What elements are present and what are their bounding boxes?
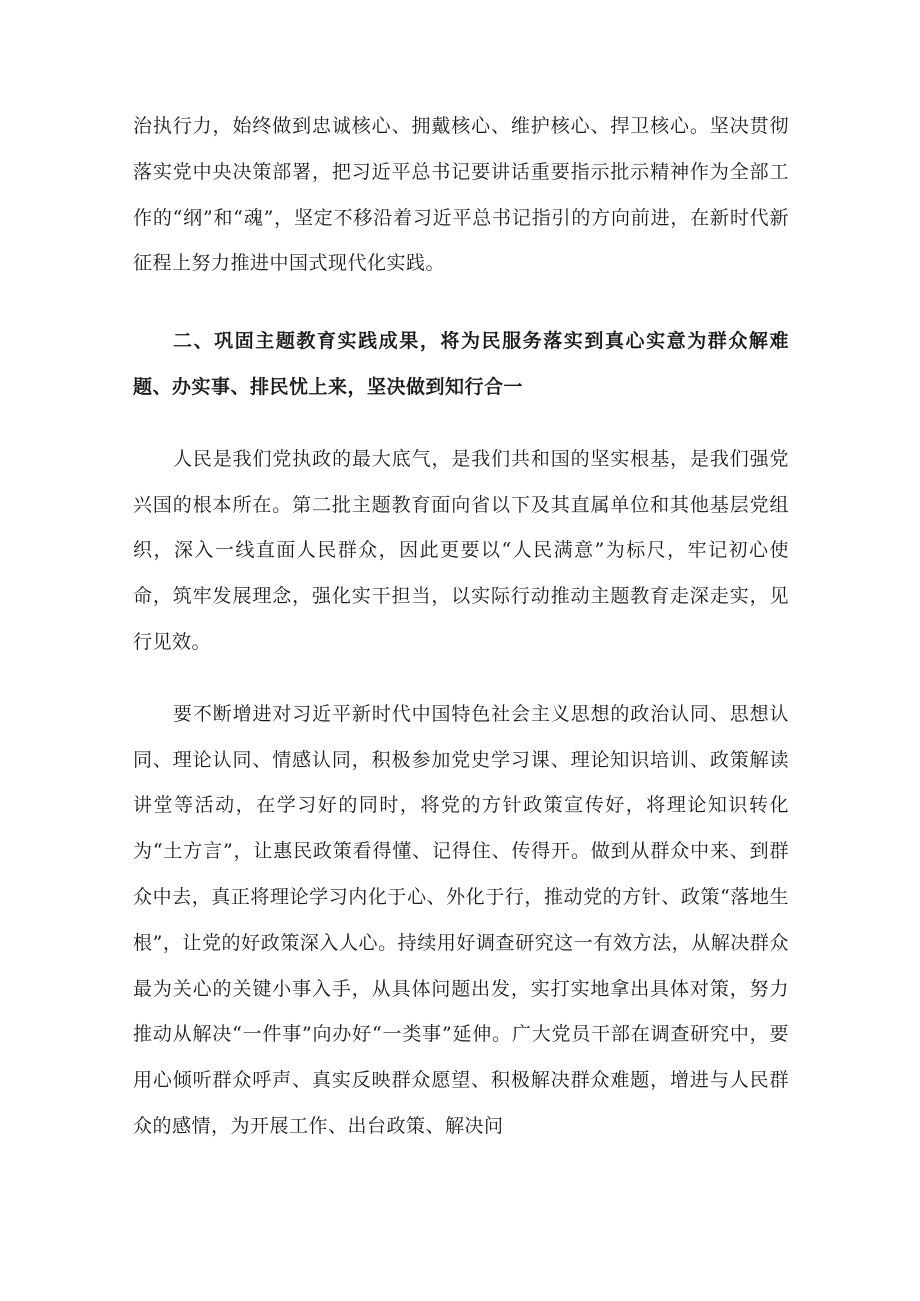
section-heading: 二、巩固主题教育实践成果，将为民服务落实到真心实意为群众解难题、办实事、排民忧上来，坚决做到知行合一 [133,330,789,398]
document-body [133,104,789,1150]
paragraph-people-foundation: 人民是我们党执政的最大底气，是我们共和国的坚实根基，是我们强党兴国的根本所在。第二批主题教育面向省以下及其直属单位和其他基层党组织，深入一线直面人民群众，因此更要以“人民满意”为标尺，牢记初心使命，筑牢发展理念，强化实干担当，以实际行动推动主题教育走深走实，见行见效。 [133,447,789,653]
paragraph-political-identity: 要不断增进对习近平新时代中国特色社会主义思想的政治认同、思想认同、理论认同、情感认同，积极参加党史学习课、理论知识培训、政策解读讲堂等活动，在学习好的同时，将党的方针政策宣传好，将理论知识转化为“土方言”，让惠民政策看得懂、记得住、传得开。做到从群众中来、到群众中去，真正将理论学习内化于心、外化于行，推动党的方针、政策“落地生根”，让党的好政策深入人心。持续用好调查研究这一有效方法，从解决群众最为关心的关键小事入手，从具体问题出发，实打实地拿出具体对策，努力推动从解决“一件事”向办好“一类事”延伸。广大党员干部在调查研究中，要用心倾听群众呼声、真实反映群众愿望、积极解决群众难题，增进与人民群众的感情，为开展工作、出台政策、解决问 [133,702,789,1137]
paragraph-continuation: 治执行力，始终做到忠诚核心、拥戴核心、维护核心、捍卫核心。坚决贯彻落实党中央决策部署，把习近平总书记要讲话重要指示批示精神作为全部工作的“纲”和“魂”，坚定不移沿着习近平总书记指引的方向前进，在新时代新征程上努力推进中国式现代化实践。 [133,115,789,275]
